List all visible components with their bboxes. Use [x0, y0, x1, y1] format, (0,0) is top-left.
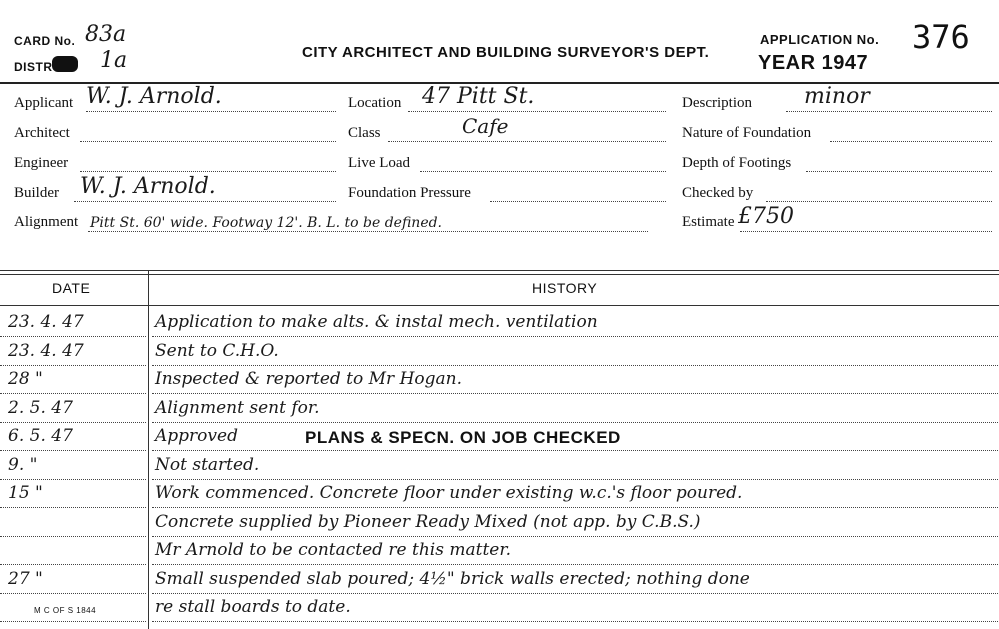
- table-top-line-2: [0, 274, 999, 275]
- date-header: DATE: [52, 280, 91, 296]
- alignment-line: [88, 231, 648, 232]
- date-rule: [0, 621, 146, 622]
- history-rule: [152, 507, 998, 508]
- dept-title: CITY ARCHITECT AND BUILDING SURVEYOR'S DEPT.: [302, 44, 710, 61]
- location-value: 47 Pitt St.: [422, 84, 535, 109]
- header-bottom-line: [0, 305, 999, 306]
- location-line: [408, 111, 666, 112]
- history-date: 27 ": [8, 568, 43, 589]
- depth-footings-line: [806, 171, 992, 172]
- estimate-line: [740, 231, 992, 232]
- history-rule: [152, 393, 998, 394]
- history-rule: [152, 450, 998, 451]
- date-rule: [0, 507, 146, 508]
- history-entry: Work commenced. Concrete floor under existing w.c.'s floor poured.: [155, 483, 743, 503]
- history-row: [0, 481, 999, 511]
- history-entry: Application to make alts. & instal mech. ventilation: [155, 312, 598, 332]
- builder-line: [74, 201, 336, 202]
- history-entry: Concrete supplied by Pioneer Ready Mixed (not app. by C.B.S.): [155, 511, 701, 532]
- table-top-line-1: [0, 270, 999, 271]
- nature-foundation-line: [830, 141, 992, 142]
- live-load-line: [420, 171, 666, 172]
- history-date: 15 ": [8, 483, 43, 503]
- card-no-label: CARD No.: [14, 34, 76, 48]
- history-date: 23. 4. 47: [8, 312, 84, 332]
- alignment-label: Alignment: [14, 214, 79, 230]
- form-code: M C OF S 1844: [34, 606, 97, 615]
- history-rule: [152, 336, 998, 337]
- history-row: [0, 595, 999, 625]
- history-entry: Not started.: [155, 454, 260, 475]
- history-date: 9. ": [8, 454, 38, 475]
- history-date: 2. 5. 47: [8, 397, 73, 418]
- district-value: 1a: [100, 48, 128, 73]
- location-label: Location: [348, 95, 402, 111]
- checked-by-label: Checked by: [682, 185, 754, 201]
- history-row: [0, 567, 999, 597]
- date-rule: [0, 564, 146, 565]
- history-row: [0, 424, 999, 454]
- ink-smudge: [52, 56, 78, 72]
- history-rule: [152, 593, 998, 594]
- architect-line: [80, 141, 336, 142]
- history-row: [0, 367, 999, 397]
- description-line: [786, 111, 992, 112]
- architect-label: Architect: [14, 125, 70, 141]
- history-row: [0, 396, 999, 426]
- depth-footings-label: Depth of Footings: [682, 155, 792, 171]
- history-entry: Alignment sent for.: [155, 397, 320, 418]
- date-rule: [0, 422, 146, 423]
- history-rule: [152, 564, 998, 565]
- description-value: minor: [804, 84, 870, 109]
- history-rule: [152, 422, 998, 423]
- history-row: [0, 310, 999, 340]
- history-date: 23. 4. 47: [8, 340, 84, 361]
- date-rule: [0, 479, 146, 480]
- history-rule: [152, 479, 998, 480]
- class-value: Cafe: [462, 114, 509, 138]
- foundation-pressure-line: [490, 201, 666, 202]
- date-rule: [0, 536, 146, 537]
- date-rule: [0, 393, 146, 394]
- applicant-label: Applicant: [14, 95, 74, 111]
- stamp-text: PLANS & SPECN. ON JOB CHECKED: [305, 428, 621, 447]
- card-no-value: 83a: [85, 22, 127, 47]
- date-rule: [0, 365, 146, 366]
- district-label: DISTR: [14, 60, 53, 74]
- builder-label: Builder: [14, 185, 59, 201]
- history-row: [0, 510, 999, 540]
- history-header: HISTORY: [532, 280, 598, 296]
- history-rule: [152, 621, 998, 622]
- applicant-line: [86, 111, 336, 112]
- engineer-line: [80, 171, 336, 172]
- history-entry: re stall boards to date.: [155, 597, 351, 617]
- history-entry: Small suspended slab poured; 4½" brick walls erected; nothing done: [155, 568, 750, 589]
- nature-foundation-label: Nature of Foundation: [682, 125, 812, 141]
- estimate-label: Estimate: [682, 214, 735, 230]
- history-row: [0, 538, 999, 568]
- history-date: 28 ": [8, 369, 43, 389]
- class-label: Class: [348, 125, 381, 141]
- date-rule: [0, 593, 146, 594]
- foundation-pressure-label: Foundation Pressure: [348, 185, 471, 201]
- history-entry: Approved: [155, 426, 238, 446]
- application-number: 376: [912, 18, 970, 56]
- checked-by-line: [766, 201, 992, 202]
- applicant-value: W. J. Arnold.: [86, 84, 222, 109]
- engineer-label: Engineer: [14, 155, 69, 171]
- class-line: [388, 141, 666, 142]
- history-entry: Inspected & reported to Mr Hogan.: [155, 369, 463, 389]
- builder-value: W. J. Arnold.: [80, 174, 216, 199]
- alignment-value: Pitt St. 60' wide. Footway 12'. B. L. to be defined.: [90, 215, 443, 231]
- history-date: 6. 5. 47: [8, 426, 73, 446]
- date-rule: [0, 336, 146, 337]
- application-label: APPLICATION No.: [760, 32, 880, 47]
- date-rule: [0, 450, 146, 451]
- description-label: Description: [682, 95, 752, 111]
- history-entry: Sent to C.H.O.: [155, 340, 279, 361]
- history-row: [0, 339, 999, 369]
- history-entry: Mr Arnold to be contacted re this matter.: [155, 540, 512, 560]
- live-load-label: Live Load: [348, 155, 411, 171]
- estimate-value: £750: [738, 204, 794, 229]
- history-rule: [152, 365, 998, 366]
- year-label: YEAR 1947: [758, 52, 869, 74]
- history-rule: [152, 536, 998, 537]
- history-row: [0, 453, 999, 483]
